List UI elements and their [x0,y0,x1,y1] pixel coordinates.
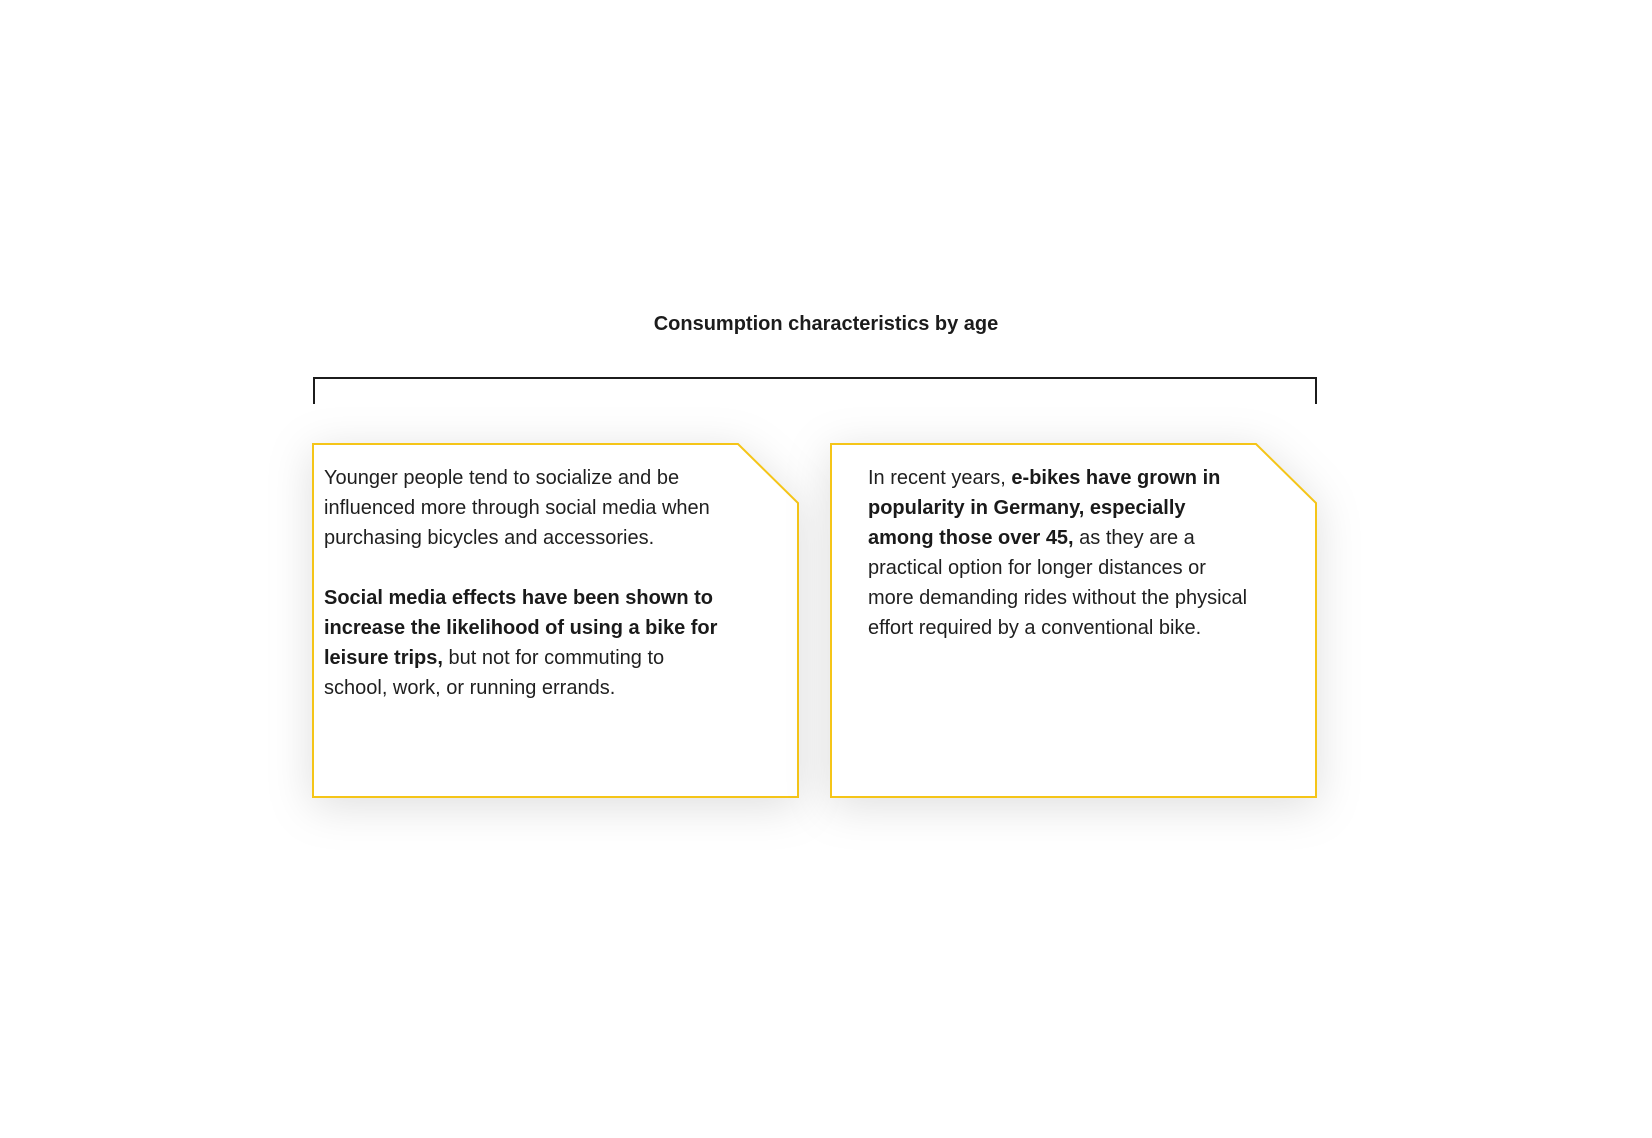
card-text [868,463,1253,643]
body-text: Younger people tend to socialize and be influenced more through social media when purchasing bicycles and accessories. [324,467,710,549]
card-text [324,463,719,703]
grouping-bracket [313,377,1317,404]
card-younger-people [312,443,799,798]
body-text: but not for commuting to school, work, or running errands. [324,647,665,699]
body-text: as they are a practical option for longer distances or more demanding rides without the physical effort required by a conventional bike. [868,527,1248,639]
card-paragraph [324,463,719,553]
diagram-title: Consumption characteristics by age [653,313,999,335]
emphasis-text: e-bikes have grown in popularity in Germany, especially among those over 45, [868,467,1221,549]
card-paragraph [324,583,719,703]
body-text: In recent years, [868,467,1012,489]
emphasis-text: Social media effects have been shown to increase the likelihood of using a bike for leisure trips, [324,587,718,669]
card-e-bikes [830,443,1317,798]
card-paragraph [868,463,1253,643]
